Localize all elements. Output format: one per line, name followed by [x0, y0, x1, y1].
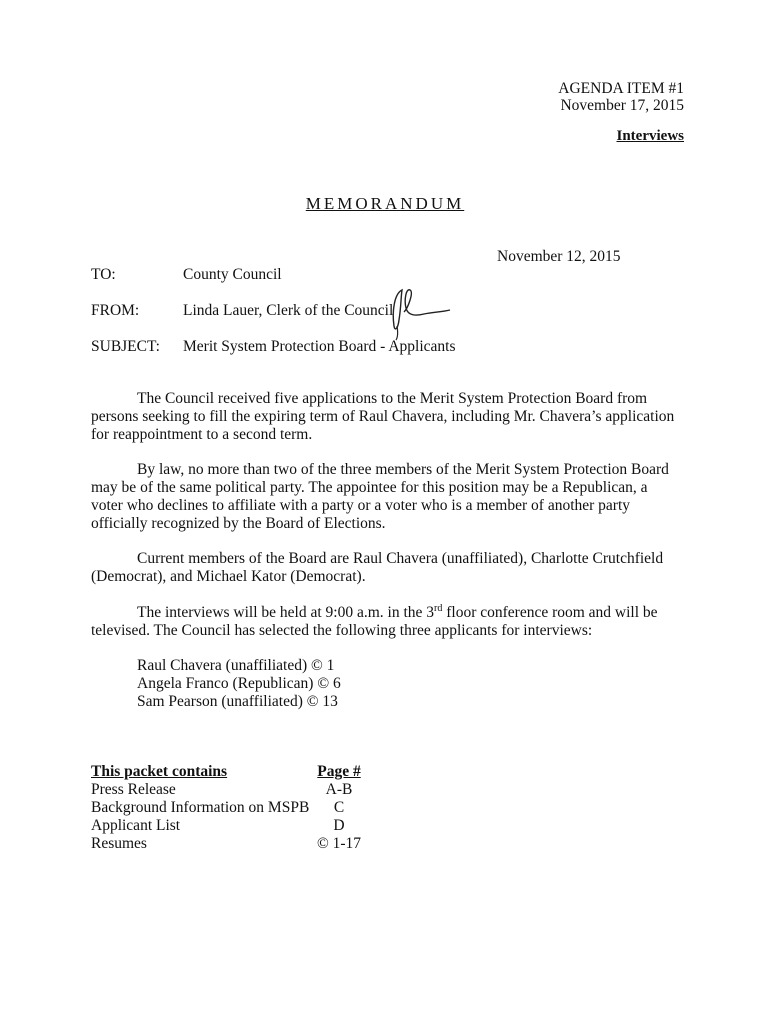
page-number-header: Page #: [317, 763, 361, 780]
applicant-item: Angela Franco (Republican) © 6: [137, 675, 341, 692]
subject-value: Merit System Protection Board - Applicants: [183, 338, 456, 355]
packet-header: This packet contains: [91, 763, 228, 780]
applicant-list: [137, 657, 341, 711]
agenda-header: [558, 80, 684, 114]
from-value: Linda Lauer, Clerk of the Council: [183, 302, 394, 319]
section-label: Interviews: [616, 128, 684, 144]
paragraph-current-members: Current members of the Board are Raul Chavera (unaffiliated), Charlotte Crutchfield (Democrat), and Michael Kator (Democrat).: [91, 550, 664, 585]
packet-item-label: Applicant List: [91, 817, 181, 834]
ordinal-suffix: rd: [434, 602, 443, 614]
to-label: TO:: [91, 266, 116, 283]
packet-item-page: A-B: [325, 781, 353, 798]
interviews-text-start: The interviews will be held at 9:00 a.m. in the 3: [137, 604, 435, 621]
to-value: County Council: [183, 266, 282, 283]
agenda-date: November 17, 2015: [560, 97, 684, 114]
paragraph-applications: The Council received five applications to the Merit System Protection Board from persons seeking to fill the expiring term of Raul Chavera, including Mr. Chavera’s application for reappointment to a second term.: [91, 390, 675, 443]
packet-item-page: C: [333, 799, 345, 816]
packet-item-label: Background Information on MSPB: [91, 799, 310, 816]
subject-label: SUBJECT:: [91, 338, 160, 355]
packet-item-label: Press Release: [91, 781, 176, 798]
interviews-text-end: floor conference room and will be televised. The Council has selected the following three applicants for interviews:: [91, 604, 658, 639]
paragraph-party-law: By law, no more than two of the three members of the Merit System Protection Board may be of the same political party. The appointee for this position may be a Republican, a voter who declines to affiliate with a party or a voter who is a member of another party officially recognized by the Board of Elections.: [91, 461, 669, 532]
packet-page-list: [304, 763, 374, 853]
packet-item-label: Resumes: [91, 835, 147, 852]
packet-contents-list: [91, 763, 309, 853]
applicant-item: Sam Pearson (unaffiliated) © 13: [137, 693, 338, 710]
applicant-item: Raul Chavera (unaffiliated) © 1: [137, 657, 335, 674]
packet-item-page: D: [333, 817, 345, 834]
from-label: FROM:: [91, 302, 140, 319]
signature-initials: [380, 282, 456, 342]
memo-date: November 12, 2015: [497, 248, 621, 265]
paragraph-interviews: [91, 604, 681, 640]
memo-title: MEMORANDUM: [305, 194, 465, 213]
packet-item-page: © 1-17: [316, 835, 362, 852]
agenda-item-number: AGENDA ITEM #1: [558, 80, 684, 97]
